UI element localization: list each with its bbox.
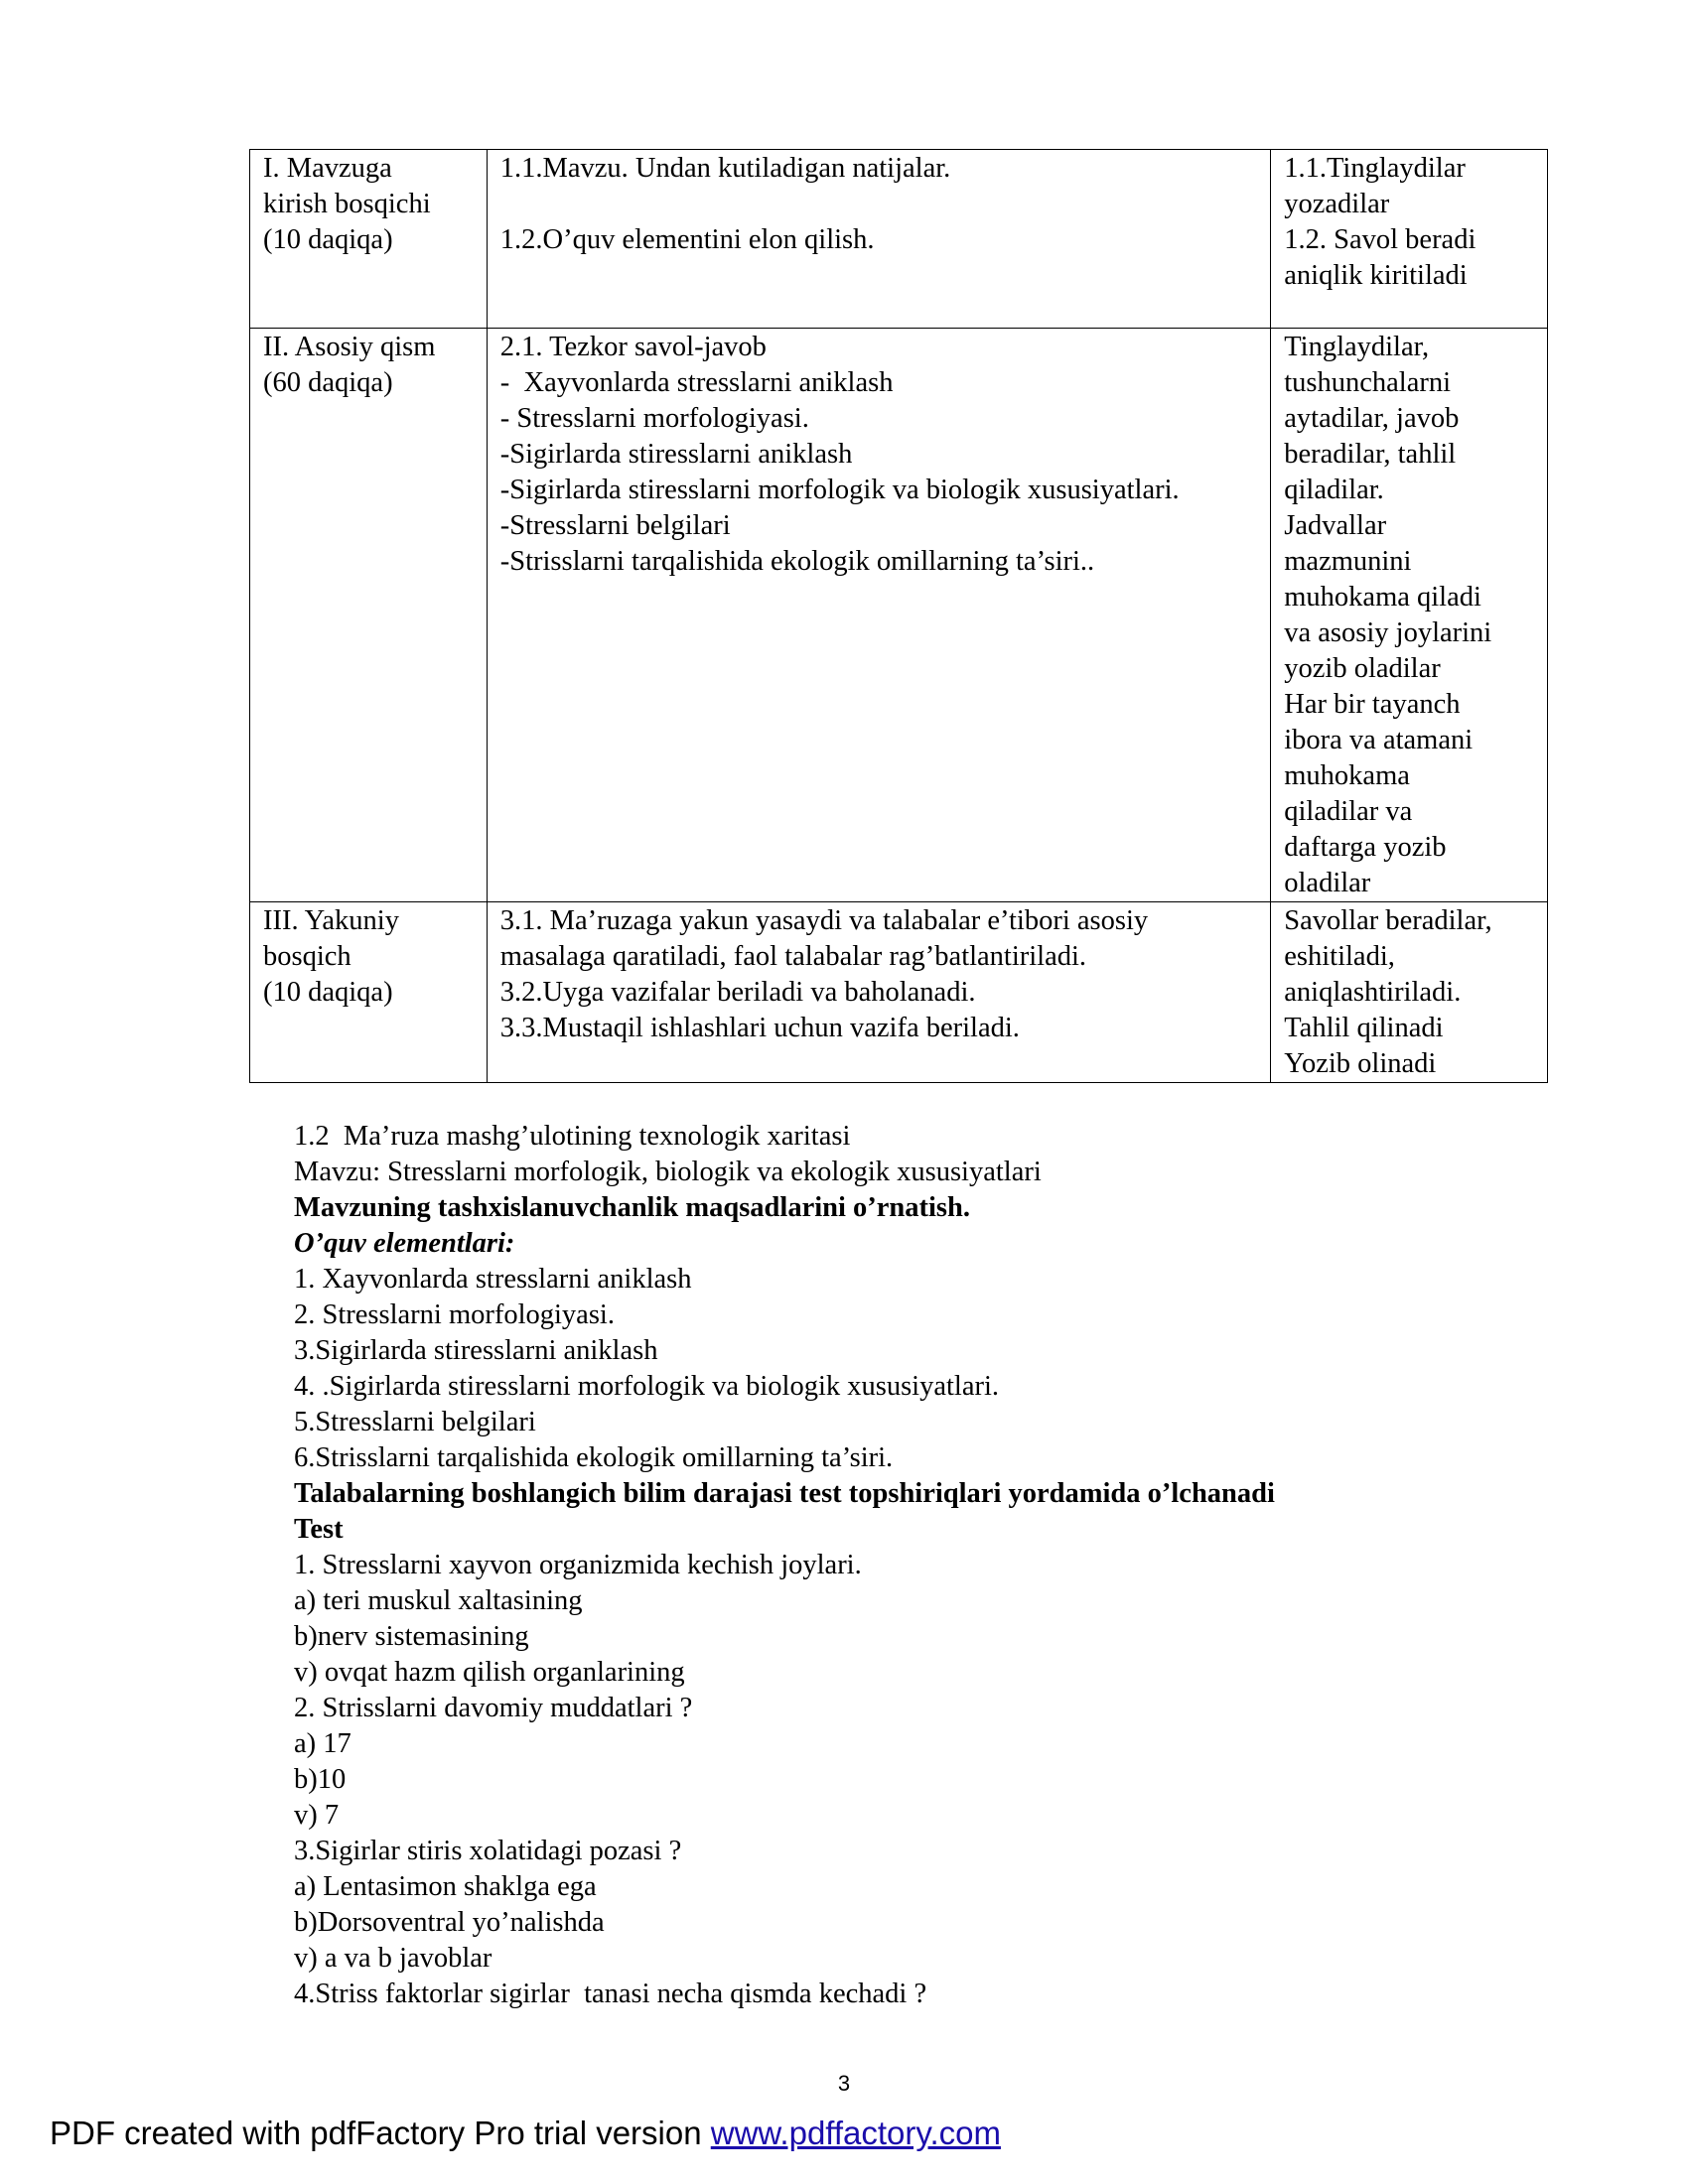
student-activity-line: muhokama qiladi <box>1284 582 1481 613</box>
topic-line: Mavzu: Stresslarni morfologik, biologik va ekologik xususiyatlari <box>294 1157 1042 1187</box>
stage-line: (60 daqiqa) <box>263 367 393 398</box>
student-activity-line: yozib oladilar <box>1284 653 1441 684</box>
student-activity-line: qiladilar va <box>1284 796 1413 827</box>
student-activity-line: ibora va atamani <box>1284 725 1474 755</box>
answer-option: a) teri muskul xaltasining <box>294 1585 583 1616</box>
answer-option: b)Dorsoventral yo’nalishda <box>294 1907 605 1938</box>
student-activity-line: yozadilar <box>1284 189 1390 219</box>
student-activity-line: daftarga yozib <box>1284 832 1447 863</box>
assessment-heading: Talabalarning boshlangich bilim darajasi test topshiriqlari yordamida o’lchanadi <box>294 1478 1275 1509</box>
list-item: 1. Xayvonlarda stresslarni aniklash <box>294 1264 692 1295</box>
answer-option: v) a va b javoblar <box>294 1943 492 1974</box>
answer-option: a) Lentasimon shaklga ega <box>294 1871 597 1902</box>
question-text: 2. Strisslarni davomiy muddatlari ? <box>294 1693 693 1723</box>
student-activity-line: Yozib olinadi <box>1284 1048 1437 1079</box>
answer-option: b)nerv sistemasining <box>294 1621 529 1652</box>
elements-list <box>294 1262 1545 1476</box>
footer-text: PDF created with pdfFactory Pro trial version <box>50 2115 711 2151</box>
student-activity-line: beradilar, tahlil <box>1284 439 1457 470</box>
teacher-activity-line: - Xayvonlarda stresslarni aniklash <box>499 367 894 398</box>
pdf-footer <box>50 2115 1001 2152</box>
blank-line <box>500 187 1259 222</box>
teacher-activity-line: masalaga qaratiladi, faol talabalar rag’batlantiriladi. <box>499 941 1087 972</box>
list-item: 2. Stresslarni morfologiyasi. <box>294 1299 615 1330</box>
stage-line: bosqich <box>263 941 352 972</box>
test-questions <box>294 1548 1545 2012</box>
footer-link[interactable]: www.pdffactory.com <box>710 2115 1001 2151</box>
list-item: 5.Stresslarni belgilari <box>294 1407 536 1437</box>
answer-option: v) ovqat hazm qilish organlarining <box>294 1657 685 1688</box>
teacher-activity-line: -Stresslarni belgilari <box>499 510 731 541</box>
elements-heading: O’quv elementlari: <box>294 1228 515 1259</box>
student-activity-line: qiladilar. <box>1284 475 1384 505</box>
answer-option: a) 17 <box>294 1728 352 1759</box>
stage-line: I. Mavzuga <box>263 153 392 184</box>
teacher-activity-line: 1.1.Mavzu. Undan kutiladigan natijalar. <box>499 153 951 184</box>
question-text: 1. Stresslarni xayvon organizmida kechish joylari. <box>294 1550 862 1580</box>
stage-cell <box>250 902 488 1083</box>
teacher-activity-cell <box>487 150 1271 329</box>
stage-line: kirish bosqichi <box>263 189 431 219</box>
student-activity-line: Tinglaydilar, <box>1284 332 1430 362</box>
stage-line: (10 daqiqa) <box>263 224 393 255</box>
stage-line: III. Yakuniy <box>263 905 399 936</box>
student-activity-line: mazmunini <box>1284 546 1412 577</box>
answer-option: b)10 <box>294 1764 347 1795</box>
student-activity-line: aniqlashtiriladi. <box>1284 977 1462 1008</box>
student-activity-cell <box>1271 329 1548 902</box>
student-activity-cell <box>1271 150 1548 329</box>
stage-cell <box>250 329 488 902</box>
lecture-technology-map <box>294 1119 1545 2012</box>
lesson-stages-table <box>249 149 1548 1083</box>
teacher-activity-line: 3.2.Uyga vazifalar beriladi va baholanadi. <box>499 977 976 1008</box>
table-row <box>250 902 1548 1083</box>
student-activity-line: Tahlil qilinadi <box>1284 1013 1444 1043</box>
teacher-activity-line: -Sigirlarda stiresslarni aniklash <box>499 439 853 470</box>
student-activity-line: muhokama <box>1284 760 1410 791</box>
teacher-activity-line: - Stresslarni morfologiyasi. <box>499 403 809 434</box>
student-activity-line: Jadvallar <box>1284 510 1387 541</box>
student-activity-line: aytadilar, javob <box>1284 403 1460 434</box>
teacher-activity-cell <box>487 329 1271 902</box>
question-text: 3.Sigirlar stiris xolatidagi pozasi ? <box>294 1836 682 1866</box>
list-item: 6.Strisslarni tarqalishida ekologik omillarning ta’siri. <box>294 1442 894 1473</box>
stage-line: (10 daqiqa) <box>263 977 393 1008</box>
student-activity-line: Har bir tayanch <box>1284 689 1461 720</box>
teacher-activity-line: 1.2.O’quv elementini elon qilish. <box>499 224 875 255</box>
student-activity-line: Savollar beradilar, <box>1284 905 1492 936</box>
answer-option: v) 7 <box>294 1800 340 1831</box>
student-activity-line: 1.2. Savol beradi <box>1284 224 1477 255</box>
page-number: 3 <box>837 2071 851 2096</box>
teacher-activity-line: 2.1. Tezkor savol-javob <box>499 332 767 362</box>
student-activity-line: 1.1.Tinglaydilar <box>1284 153 1466 184</box>
teacher-activity-line: -Sigirlarda stiresslarni morfologik va biologik xususiyatlari. <box>499 475 1180 505</box>
teacher-activity-cell <box>487 902 1271 1083</box>
stage-cell <box>250 150 488 329</box>
student-activity-line: eshitiladi, <box>1284 941 1395 972</box>
list-item: 3.Sigirlarda stiresslarni aniklash <box>294 1335 658 1366</box>
question-text: 4.Striss faktorlar sigirlar tanasi necha qismda kechadi ? <box>294 1979 927 2009</box>
student-activity-line: va asosiy joylarini <box>1284 617 1492 648</box>
teacher-activity-line: 3.1. Ma’ruzaga yakun yasaydi va talabalar e’tibori asosiy <box>499 905 1149 936</box>
test-heading: Test <box>294 1514 344 1545</box>
student-activity-line: tushunchalarni <box>1284 367 1452 398</box>
student-activity-cell <box>1271 902 1548 1083</box>
teacher-activity-line: 3.3.Mustaqil ishlashlari uchun vazifa beriladi. <box>499 1013 1020 1043</box>
student-activity-line: oladilar <box>1284 868 1371 898</box>
table-row <box>250 150 1548 329</box>
section-heading: 1.2 Ma’ruza mashg’ulotining texnologik xaritasi <box>294 1121 851 1152</box>
table-row <box>250 329 1548 902</box>
stage-line: II. Asosiy qism <box>263 332 436 362</box>
goal-heading: Mavzuning tashxislanuvchanlik maqsadlarini o’rnatish. <box>294 1192 970 1223</box>
student-activity-line: aniqlik kiritiladi <box>1284 260 1468 291</box>
list-item: 4. .Sigirlarda stiresslarni morfologik va biologik xususiyatlari. <box>294 1371 1000 1402</box>
teacher-activity-line: -Strisslarni tarqalishida ekologik omillarning ta’siri.. <box>499 546 1095 577</box>
